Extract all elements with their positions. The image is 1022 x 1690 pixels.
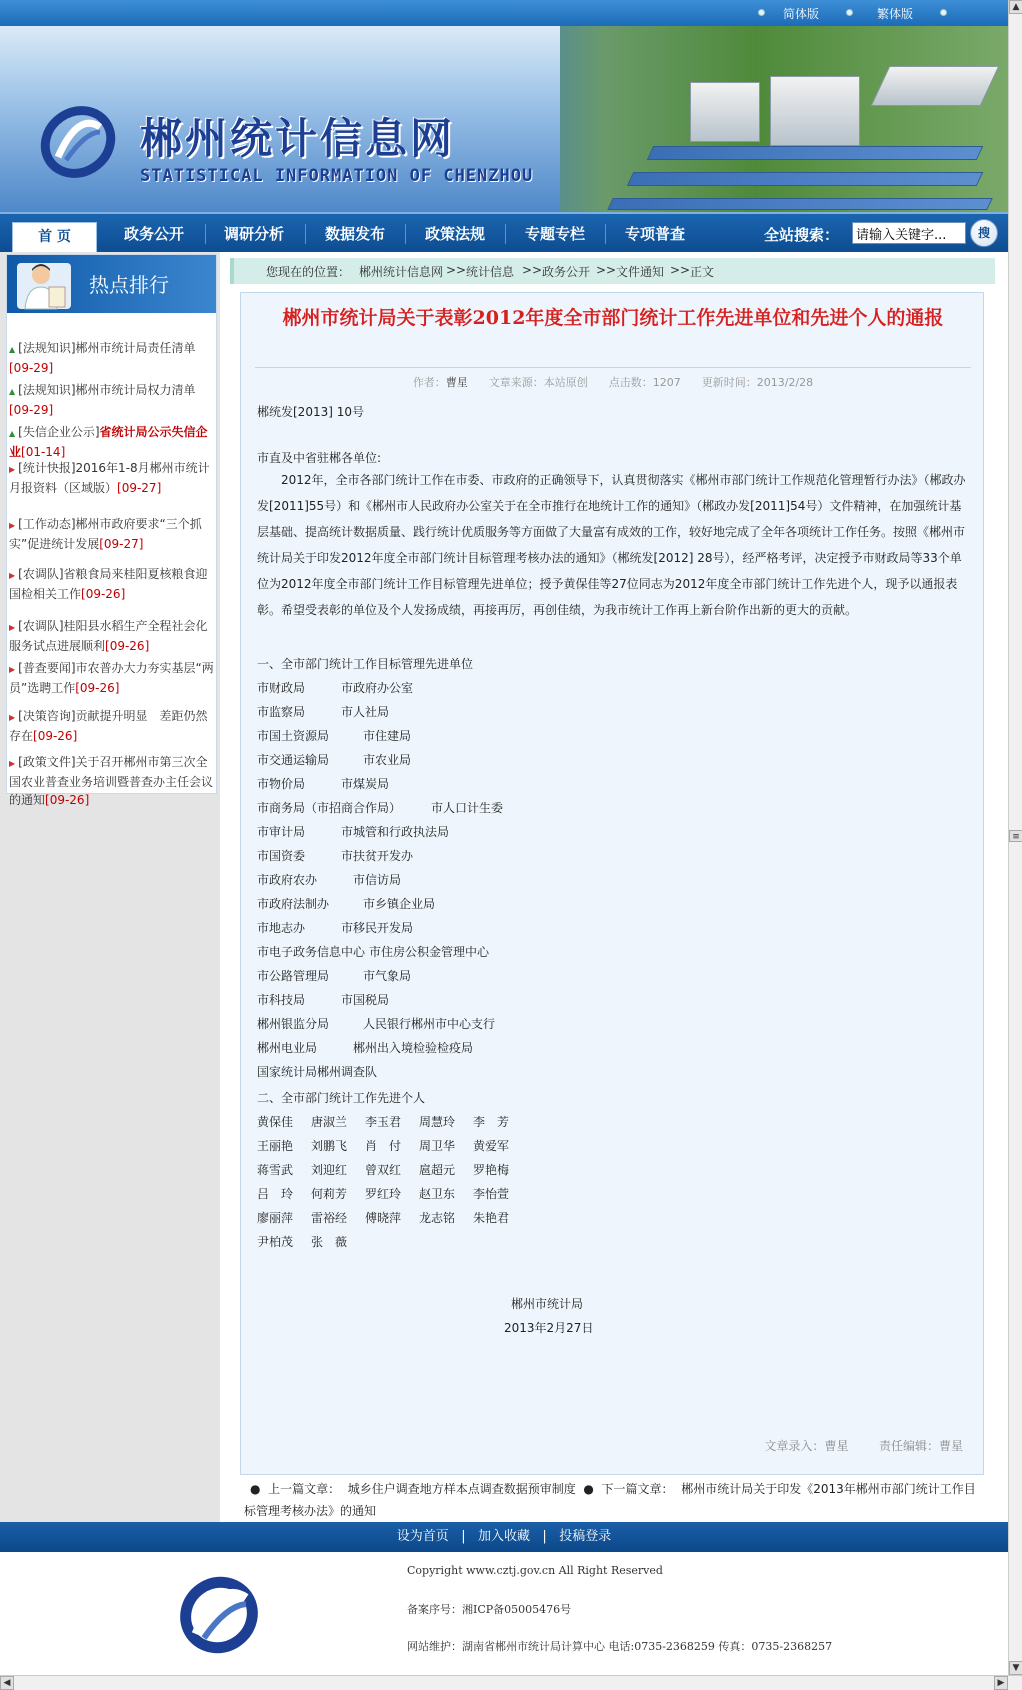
hot-ranking-header (7, 255, 216, 313)
hot-ranking-title: 热点排行 (89, 273, 169, 297)
traditional-link[interactable]: 繁体版 (877, 7, 914, 21)
unit-name: 市商务局（市招商合作局） (257, 801, 402, 815)
footer-links: 设为首页 | 加入收藏 | 投稿登录 (0, 1522, 1008, 1552)
person-name: 尹柏茂 (257, 1235, 294, 1249)
article-updated: 2013/2/28 (756, 376, 814, 389)
signature-date: 2013年2月27日 (504, 1321, 594, 1335)
scroll-down-icon[interactable]: ▼ (1009, 1661, 1022, 1675)
breadcrumb-sep: >> (596, 263, 617, 277)
breadcrumb-item[interactable]: 政务公开 (542, 265, 591, 279)
person-name: 黄保佳 (257, 1115, 294, 1129)
person-name: 傅晓萍 (365, 1211, 402, 1225)
bullet-icon (758, 9, 765, 16)
submit-login-link[interactable]: 投稿登录 (559, 1529, 612, 1544)
unit-name: 市地志办 (257, 921, 306, 935)
person-name: 廖丽萍 (257, 1211, 294, 1225)
hot-list-item[interactable]: ▶ [普查要闻]市农普办大力夯实基层“两员”选聘工作[09-26] (9, 661, 214, 695)
person-name: 罗艳梅 (473, 1163, 510, 1177)
section-units-heading: 一、全市部门统计工作目标管理先进单位 (257, 657, 474, 671)
person-name: 刘迎红 (311, 1163, 348, 1177)
search-label: 全站搜索： (764, 226, 840, 244)
breadcrumb-label: 您现在的位置： (266, 265, 351, 279)
site-logo-icon (38, 102, 118, 182)
hot-list-item[interactable]: ▶ [统计快报]2016年1-8月郴州市统计月报资料（区域版）[09-27] (9, 461, 210, 495)
scroll-left-icon[interactable]: ◀ (0, 1676, 14, 1690)
unit-name: 市国土资源局 (257, 729, 330, 743)
person-name: 龙志铭 (419, 1211, 456, 1225)
search-input[interactable] (852, 222, 966, 244)
bullet-icon: ▶ (9, 623, 16, 632)
unit-name: 市乡镇企业局 (363, 897, 436, 911)
bullet-icon: ▶ (9, 571, 16, 580)
unit-name: 郴州电业局 (257, 1041, 318, 1055)
unit-name: 郴州银监分局 (257, 1017, 330, 1031)
unit-name: 市财政局 (257, 681, 306, 695)
simplified-link[interactable]: 简体版 (783, 7, 820, 21)
site-title: 郴州统计信息网 (140, 114, 456, 163)
bullet-icon: ▶ (9, 759, 16, 768)
person-name: 李 芳 (473, 1115, 510, 1129)
unit-name: 市国资委 (257, 849, 306, 863)
person-name: 黄爱军 (473, 1139, 510, 1153)
hot-list-item[interactable]: ▶ [工作动态]郴州市政府要求“三个抓实”促进统计发展[09-27] (9, 517, 202, 551)
person-name: 赵卫东 (419, 1187, 456, 1201)
scroll-up-icon[interactable]: ▲ (1009, 0, 1022, 14)
unit-name: 市监察局 (257, 705, 306, 719)
person-name: 李怡萱 (473, 1187, 510, 1201)
breadcrumb-sep: >> (446, 263, 467, 277)
nav-policy[interactable]: 政策法规 (425, 225, 486, 243)
hot-list-item[interactable]: ▶ [决策咨询]贡献提升明显 差距仍然存在[09-26] (9, 709, 208, 743)
person-name: 王丽艳 (257, 1139, 294, 1153)
prev-article-link[interactable]: 城乡住户调查地方样本点调查数据预审制度 (347, 1482, 576, 1496)
unit-name: 市政府办公室 (341, 681, 414, 695)
hot-list-item[interactable]: ▶ [农调队]桂阳县水稻生产全程社会化服务试点进展顺利[09-26] (9, 619, 208, 653)
main-nav (0, 212, 1008, 252)
breadcrumb-item[interactable]: 郴州统计信息网 (359, 265, 444, 279)
unit-name: 市物价局 (257, 777, 306, 791)
breadcrumb (230, 258, 995, 284)
set-homepage-link[interactable]: 设为首页 (396, 1529, 449, 1544)
bullet-icon: ▶ (9, 521, 16, 530)
article-author: 曹星 (445, 376, 468, 389)
unit-name: 市城管和行政执法局 (341, 825, 450, 839)
breadcrumb-item[interactable]: 文件通知 (616, 265, 665, 279)
article-clicks: 1207 (652, 376, 681, 389)
hot-list-item[interactable]: ▲ [失信企业公示]省统计局公示失信企业[01-14] (9, 425, 208, 459)
person-name: 肖 付 (365, 1139, 402, 1153)
unit-name: 人民银行郴州市中心支行 (363, 1017, 496, 1031)
search-button[interactable]: 搜 (970, 219, 998, 247)
unit-name: 市科技局 (257, 993, 306, 1007)
nav-government-affairs[interactable]: 政务公开 (124, 225, 185, 243)
article-meta: 作者：曹星 文章来源：本站原创 点击数：1207 更新时间：2013/2/28 (255, 367, 971, 390)
person-name: 周卫华 (419, 1139, 456, 1153)
unit-name: 市政府农办 (257, 873, 318, 887)
person-name: 刘鹏飞 (311, 1139, 348, 1153)
signature-org: 郴州市统计局 (511, 1297, 584, 1311)
hot-list-item[interactable]: ▶ [政策文件]关于召开郴州市第三次全国农业普查业务培训暨普查办主任会议的通知[09-26] (9, 755, 214, 807)
unit-name: 市住建局 (363, 729, 412, 743)
nav-topics[interactable]: 专题专栏 (525, 225, 586, 243)
breadcrumb-item: 正文 (690, 265, 715, 279)
copyright: Copyright www.cztj.gov.cn All Right Reserved (407, 1564, 663, 1577)
bullet-icon: ▶ (9, 465, 16, 474)
unit-name: 市人社局 (341, 705, 390, 719)
unit-name: 市移民开发局 (341, 921, 414, 935)
addressee: 市直及中省驻郴各单位: (257, 451, 382, 465)
article-panel (240, 292, 984, 1475)
unit-name: 市农业局 (363, 753, 412, 767)
scroll-thumb[interactable]: ≡ (1009, 830, 1022, 842)
unit-name: 国家统计局郴州调查队 (257, 1065, 378, 1079)
editor-person: 曹星 (938, 1439, 963, 1453)
prev-next-nav: ● 上一篇文章： 城乡住户调查地方样本点调查数据预审制度 ● 下一篇文章： 郴州市统计局关于印发《2013年郴州市部门统计工作目标管理考核办法》的通知 (244, 1482, 976, 1518)
bullet-icon: ▲ (9, 387, 16, 396)
section-persons-heading: 二、全市部门统计工作先进个人 (257, 1091, 426, 1105)
bullet-icon (846, 9, 853, 16)
article-editors: 文章录入：曹星 责任编辑：曹星 (764, 1439, 963, 1453)
unit-name: 郴州出入境检验检疫局 (353, 1041, 474, 1055)
person-name: 雷裕经 (311, 1211, 348, 1225)
person-name: 何莉芳 (311, 1187, 348, 1201)
entry-person: 曹星 (824, 1439, 849, 1453)
person-name: 罗红玲 (365, 1187, 402, 1201)
person-name: 曾双红 (365, 1163, 402, 1177)
hot-list-item[interactable]: ▲ [法规知识]郴州市统计局权力清单[09-29] (9, 383, 196, 417)
bullet-icon: ▶ (9, 713, 16, 722)
nav-data-release[interactable]: 数据发布 (325, 225, 386, 243)
person-icon (15, 257, 73, 311)
person-name: 李玉君 (365, 1115, 402, 1129)
hot-list-item[interactable]: ▲ [法规知识]郴州市统计局责任清单[09-29] (9, 341, 196, 375)
person-name: 周慧玲 (419, 1115, 456, 1129)
breadcrumb-item[interactable]: 统计信息 (466, 265, 515, 279)
vertical-scrollbar[interactable] (1008, 0, 1022, 1675)
person-name: 朱艳君 (473, 1211, 510, 1225)
person-name: 扈超元 (419, 1163, 456, 1177)
person-name: 唐淑兰 (311, 1115, 348, 1129)
article-source: 本站原创 (543, 376, 588, 389)
horizontal-scrollbar[interactable] (0, 1675, 1022, 1690)
article-body: 2012年，全市各部门统计工作在市委、市政府的正确领导下，认真贯彻落实《郴州市部门统计工作规范化管理暂行办法》（郴政办发[2011]55号）和《郴州市人民政府办公室关于在全市推行在地统计工作的通知》（郴政办发[2011]54号）文件精神，在加强统计基层基础、提高统计数据质量、践行统计优质服务等方面做了大量富有成效的工作，较好地完成了全年各项统计工作任务。按照《郴州市统计局关于印发2012年度全市部门统计目标管理考核办法的通知》（郴统发[2012] 28号），经严格考评，决定授予市财政局等33个单位为2012年度全市部门统计工作目标管理先进单位；授予黄保佳等27位同志为2012年度全市部门统计工作先进个人，现予以通报表彰。希望受表彰的单位及个人发扬成绩，再接再厉，再创佳绩，为我市统计工作再上新台阶作出新的更大的贡献。 (257, 473, 966, 617)
person-name: 吕 玲 (257, 1187, 294, 1201)
unit-name: 市电子政务信息中心 (257, 945, 366, 959)
nav-census[interactable]: 专项普查 (625, 225, 686, 243)
unit-name: 市煤炭局 (341, 777, 390, 791)
unit-name: 市审计局 (257, 825, 306, 839)
hot-ranking-panel (6, 254, 217, 807)
next-article-link[interactable]: 郴州市统计局关于印发《2013年郴州市部门统计工作目标管理考核办法》的通知 (244, 1482, 976, 1518)
header-banner (0, 26, 1008, 212)
unit-name: 市信访局 (353, 873, 402, 887)
unit-name: 市公路管理局 (257, 969, 330, 983)
breadcrumb-sep: >> (670, 263, 691, 277)
unit-name: 市政府法制办 (257, 897, 330, 911)
unit-name: 市国税局 (341, 993, 390, 1007)
unit-name: 市交通运输局 (257, 753, 330, 767)
person-name: 蒋雪武 (257, 1163, 294, 1177)
bullet-icon: ▶ (9, 665, 16, 674)
footer (0, 1552, 1008, 1675)
unit-name: 市气象局 (363, 969, 412, 983)
person-name: 张 薇 (311, 1235, 348, 1249)
site-subtitle: STATISTICAL INFORMATION OF CHENZHOU (140, 166, 534, 186)
bullet-icon (940, 9, 947, 16)
unit-name: 市住房公积金管理中心 (369, 945, 490, 959)
footer-logo-icon (174, 1572, 264, 1658)
nav-home[interactable]: 首 页 (12, 222, 97, 252)
nav-research[interactable]: 调研分析 (224, 225, 285, 243)
add-favorite-link[interactable]: 加入收藏 (477, 1529, 530, 1544)
hot-list-item[interactable]: ▶ [农调队]省粮食局来桂阳夏核粮食迎国检相关工作[09-26] (9, 567, 208, 601)
unit-name: 市人口计生委 (431, 801, 504, 815)
breadcrumb-sep: >> (522, 263, 543, 277)
article-title: 郴州市统计局关于表彰2012年度全市部门统计工作先进单位和先进个人的通报 (282, 307, 944, 329)
document-number: 郴统发[2013] 10号 (257, 405, 364, 419)
unit-name: 市扶贫开发办 (341, 849, 414, 863)
bullet-icon: ▲ (9, 429, 16, 438)
icp-number: 备案序号：湘ICP备05005476号 (407, 1603, 572, 1616)
maintainer: 网站维护：湖南省郴州市统计局计算中心 电话:0735-2368259 传真：0735-2368257 (407, 1640, 833, 1653)
scroll-right-icon[interactable]: ▶ (994, 1676, 1008, 1690)
left-sidebar (0, 252, 220, 1522)
bullet-icon: ▲ (9, 345, 16, 354)
top-bar (0, 0, 1008, 26)
